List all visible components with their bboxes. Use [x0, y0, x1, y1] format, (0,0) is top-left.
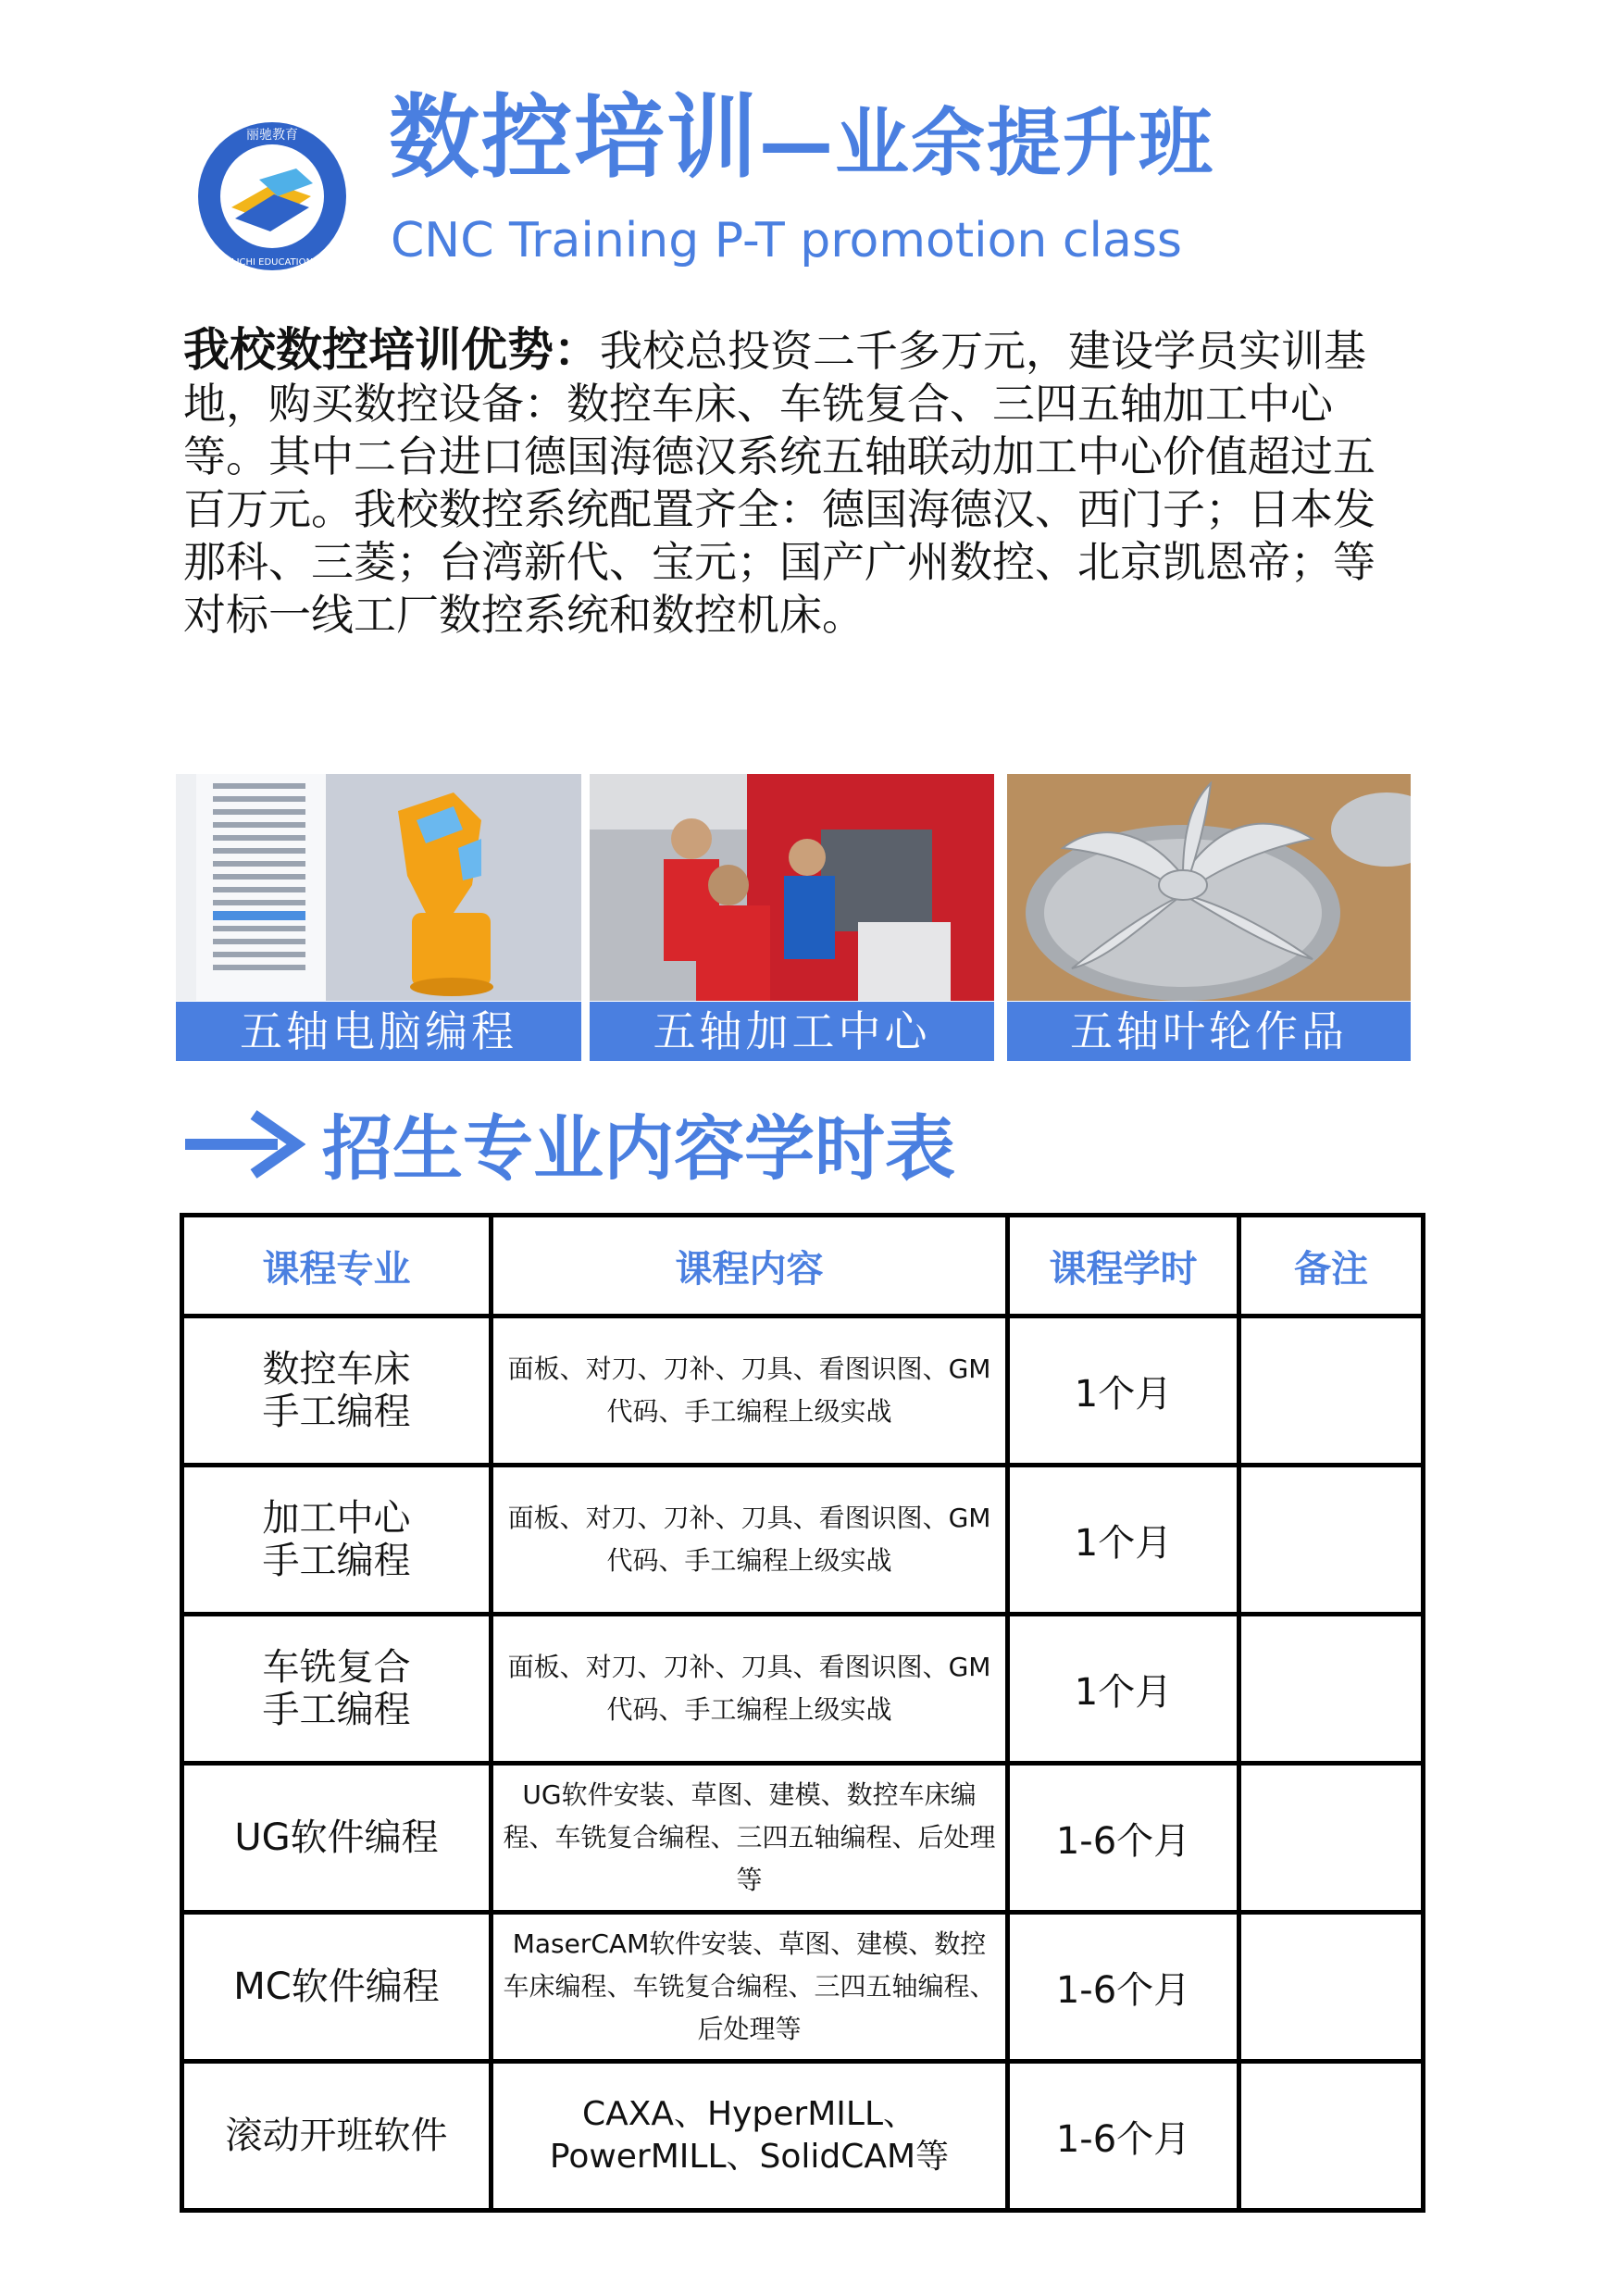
page-subtitle: CNC Training P-T promotion class: [391, 213, 1183, 268]
major-cell: MC软件编程: [182, 1913, 492, 2062]
major-line-1: 加工中心: [262, 1497, 411, 1540]
table-row: [182, 1615, 1424, 1764]
intro-lead: 我校数控培训优势：: [183, 323, 600, 377]
table-header-row: [182, 1216, 1424, 1316]
hours-cell: 1个月: [1008, 1466, 1239, 1615]
table-row: [182, 1913, 1424, 2062]
major-cell: UG软件编程: [182, 1764, 492, 1913]
photo-caption: 五轴电脑编程: [176, 1002, 581, 1061]
content-cell: UG软件安装、草图、建模、数控车床编程、车铣复合编程、三四五轴编程、后处理等: [492, 1764, 1008, 1913]
cam-software-image: [176, 774, 581, 1001]
content-cell: MaserCAM软件安装、草图、建模、数控车床编程、车铣复合编程、三四五轴编程、后处理等: [492, 1913, 1008, 2062]
note-cell: [1239, 1764, 1424, 1913]
table-row: [182, 2062, 1424, 2211]
header-major: 课程专业: [182, 1216, 492, 1316]
table-row: [182, 1764, 1424, 1913]
machining-center-image: [590, 774, 994, 1001]
header-note: 备注: [1239, 1216, 1424, 1316]
hours-cell: 1-6个月: [1008, 1913, 1239, 2062]
content-cell: 面板、对刀、刀补、刀具、看图识图、GM代码、手工编程上级实战: [492, 1615, 1008, 1764]
arrow-right-icon: [185, 1109, 305, 1179]
photo-caption: 五轴叶轮作品: [1007, 1002, 1411, 1061]
course-schedule-table: [180, 1213, 1425, 2213]
major-line-1: 车铣复合: [262, 1646, 411, 1689]
hours-cell: 1个月: [1008, 1316, 1239, 1466]
major-line-2: 手工编程: [262, 1689, 411, 1731]
hours-cell: 1-6个月: [1008, 2062, 1239, 2211]
section-title: 招生专业内容学时表: [322, 1107, 955, 1190]
svg-text:LICHI EDUCATION: LICHI EDUCATION: [231, 257, 313, 268]
header-content: 课程内容: [492, 1216, 1008, 1316]
photo-five-axis-machining-center: [590, 774, 994, 1061]
content-cell: 面板、对刀、刀补、刀具、看图识图、GM代码、手工编程上级实战: [492, 1316, 1008, 1466]
school-logo: [194, 119, 350, 274]
table-row: [182, 1316, 1424, 1466]
content-cell: CAXA、HyperMILL、PowerMILL、SolidCAM等: [492, 2062, 1008, 2211]
note-cell: [1239, 1913, 1424, 2062]
note-cell: [1239, 1466, 1424, 1615]
major-cell: [182, 1466, 492, 1615]
major-cell: [182, 1316, 492, 1466]
intro-body: 我校总投资二千多万元，建设学员实训基地，购买数控设备：数控车床、车铣复合、三四五轴加工中心等。其中二台进口德国海德汉系统五轴联动加工中心价值超过五百万元。我校数控系统配置齐全：德国海德汉、西门子；日本发那科、三菱；台湾新代、宝元；国产广州数控、北京凯恩帝；等对标一线工厂数控系统和数控机床。: [183, 326, 1375, 640]
photo-five-axis-programming: [176, 774, 581, 1061]
hours-cell: 1个月: [1008, 1615, 1239, 1764]
note-cell: [1239, 2062, 1424, 2211]
major-line-2: 手工编程: [262, 1391, 411, 1433]
major-cell: 滚动开班软件: [182, 2062, 492, 2211]
photo-five-axis-impeller: [1007, 774, 1411, 1061]
note-cell: [1239, 1615, 1424, 1764]
intro-paragraph: [183, 324, 1387, 642]
major-line-1: 数控车床: [262, 1348, 411, 1391]
hours-cell: 1-6个月: [1008, 1764, 1239, 1913]
major-cell: [182, 1615, 492, 1764]
title-main: 数控培训: [389, 85, 760, 191]
content-cell: 面板、对刀、刀补、刀具、看图识图、GM代码、手工编程上级实战: [492, 1466, 1008, 1615]
photo-caption: 五轴加工中心: [590, 1002, 994, 1061]
header-hours: 课程学时: [1008, 1216, 1239, 1316]
major-line-2: 手工编程: [262, 1540, 411, 1582]
svg-text:丽驰教育: 丽驰教育: [246, 128, 298, 143]
title-sub: —业余提升班: [759, 100, 1215, 186]
table-row: [182, 1466, 1424, 1615]
impeller-image: [1007, 774, 1411, 1001]
page-title: [389, 85, 1215, 191]
note-cell: [1239, 1316, 1424, 1466]
